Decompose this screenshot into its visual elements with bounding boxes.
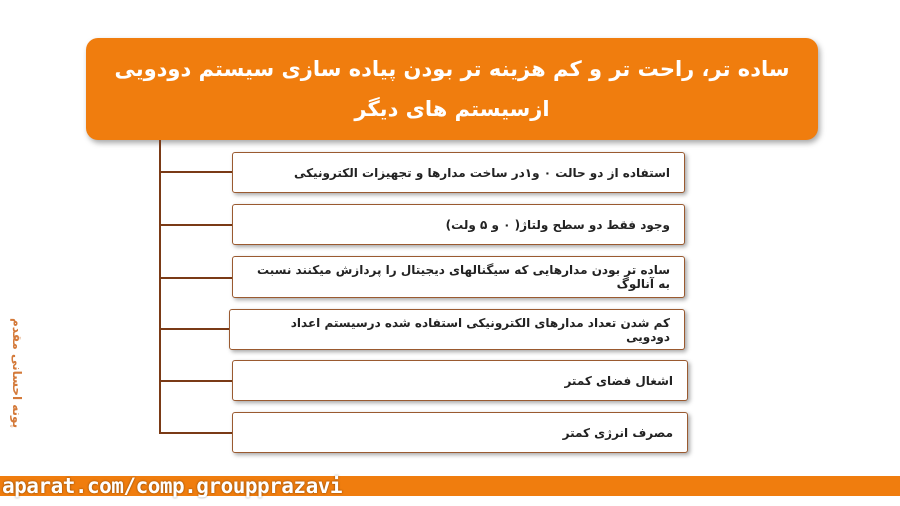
list-item-label: مصرف انرژی کمتر [562, 425, 673, 440]
author-credit: پونه احسانی مقدم [10, 318, 24, 429]
list-item [232, 412, 688, 453]
connector-line [159, 328, 229, 330]
connector-line [159, 380, 232, 382]
list-item-label: اشغال فضای کمتر [564, 373, 673, 388]
connector-line [159, 171, 232, 173]
connector-line [159, 432, 232, 434]
connector-line [159, 277, 232, 279]
diagram-title [86, 38, 818, 140]
watermark-text: aparat.com/comp.groupprazavi [2, 474, 343, 498]
list-item-label: استفاده از دو حالت ۰ و۱در ساخت مدارها و تجهیزات الکترونیکی [293, 165, 670, 180]
list-item [232, 204, 685, 245]
list-item-label: وجود فقط دو سطح ولتاژ( ۰ و ۵ ولت) [445, 217, 670, 232]
list-item [232, 256, 685, 298]
list-item [232, 360, 688, 401]
list-item [229, 309, 685, 350]
list-item [232, 152, 685, 193]
list-item-label: ساده تر بودن مدارهایی که سیگنالهای دیجیتال را پردازش میکنند نسبت به آنالوگ [257, 263, 670, 291]
tree-trunk-line [159, 140, 161, 433]
diagram-title-text: ساده تر، راحت تر و کم هزینه تر بودن پیاده سازی سیستم دودویی ازسیستم های دیگر [114, 57, 790, 121]
list-item-label: کم شدن تعداد مدارهای الکترونیکی استفاده شده درسیستم اعداد دودویی [290, 315, 670, 344]
connector-line [159, 224, 232, 226]
